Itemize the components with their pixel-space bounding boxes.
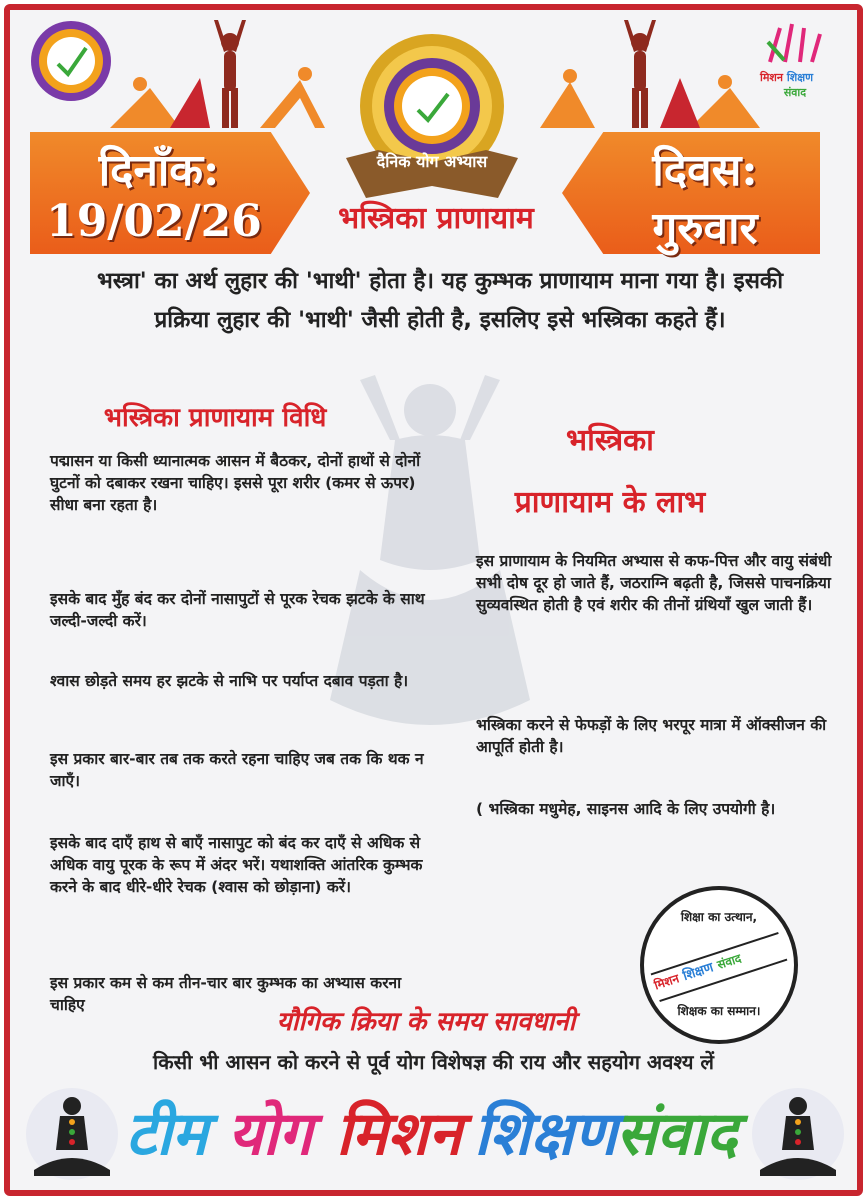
stamp-samvad: संवाद <box>715 951 743 972</box>
team-word-1: टीम <box>126 1099 208 1169</box>
method-paragraph-5: इसके बाद दाएँ हाथ से बाएँ नासापुट को बंद कर दाएँ से अधिक से अधिक वायु पूरक के रूप में अंदर भरें। यथाशक्ति आंतरिक कुम्भक करने के बाद धीरे-धीरे रेचक (श्वास को छोड़ाना) करें। <box>50 834 423 896</box>
team-word-4: शिक्षण <box>474 1099 617 1169</box>
stamp-bottom-text: शिक्षक का सम्मान। <box>677 1004 761 1018</box>
team-word-5: संवाद <box>616 1099 738 1169</box>
method-paragraph-1: पद्मासन या किसी ध्यानात्मक आसन में बैठकर, दोनों हाथों से दोनों घुटनों को दबाकर रखना चाहिए। इससे पूरा शरीर (कमर से ऊपर) सीधा बना रहता है। <box>50 452 421 514</box>
benefits-title-line1: भस्त्रिका <box>566 423 654 458</box>
mission-stamp <box>640 886 798 1044</box>
benefits-title-line2: प्राणायाम के लाभ <box>514 485 706 520</box>
benefits-paragraph-2: भस्त्रिका करने से फेफड़ों के लिए भरपूर मात्रा में ऑक्सीजन की आपूर्ति होती है। <box>476 716 827 756</box>
date-value: 19/02/26 <box>46 196 262 247</box>
mission-logo-left-icon <box>28 18 114 104</box>
method-paragraph-2: इसके बाद मुँह बंद कर दोनों नासापुटों से पूरक रेचक झटके के साथ जल्दी-जल्दी करें। <box>50 590 425 630</box>
benefits-paragraph-3: ( भस्त्रिका मधुमेह, साइनस आदि के लिए उपयोगी है। <box>476 800 776 818</box>
team-word-3: मिशन <box>336 1099 462 1169</box>
team-word-2: योग <box>228 1099 313 1169</box>
mission-logo-right <box>760 22 830 102</box>
method-paragraph-3: श्वास छोड़ते समय हर झटके से नाभि पर पर्याप्त दबाव पड़ता है। <box>50 672 409 690</box>
badge-text: दैनिक योग अभ्यास <box>376 152 488 171</box>
stamp-band <box>651 932 788 1002</box>
stamp-mission: मिशन <box>652 971 681 993</box>
advice-text: किसी भी आसन को करने से पूर्व योग विशेषज्ञ की राय और सहयोग अवश्य लें <box>153 1050 714 1074</box>
gold-badge-icon <box>338 28 526 208</box>
logo-text-mission: मिशन <box>760 71 784 84</box>
stamp-shikshan: शिक्षण <box>681 960 716 985</box>
benefits-paragraph-1: इस प्राणायाम के नियमित अभ्यास से कफ-पित्त और वायु संबंधी सभी दोष दूर हो जाते हैं, जठराग्नि बढ़ती है, जिससे पाचनक्रिया सुव्यवस्थित होती है एवं शरीर की तीनों ग्रंथियाँ खुल जाती हैं। <box>476 552 832 614</box>
day-value: गुरुवार <box>652 203 758 254</box>
method-paragraph-6: इस प्रकार कम से कम तीन-चार बार कुम्भक का अभ्यास करना चाहिए <box>50 974 402 1014</box>
intro-text: भस्त्रा' का अर्थ लुहार की 'भाथी' होता है। यह कुम्भक प्राणायाम माना गया है। इसकी प्रक्रिया लुहार की 'भाथी' जैसी होती है, इसलिए इसे भस्त्रिका कहते हैं। <box>96 268 784 333</box>
meditating-figure-left-icon <box>24 1086 120 1182</box>
method-paragraph-4: इस प्रकार बार-बार तब तक करते रहना चाहिए जब तक कि थक न जाएँ। <box>50 750 424 790</box>
hand-logo-icon <box>760 22 830 66</box>
caution-title: यौगिक क्रिया के समय सावधानी <box>276 1007 576 1037</box>
page-title: भस्त्रिका प्राणायाम <box>338 201 534 236</box>
meditating-figure-right-icon <box>750 1086 846 1182</box>
yoga-silhouettes-left-icon <box>110 18 330 130</box>
logo-text-samvad: संवाद <box>783 86 807 99</box>
method-title: भस्त्रिका प्राणायाम विधि <box>103 403 327 433</box>
logo-text-shikshan: शिक्षण <box>786 71 814 84</box>
stamp-top-text: शिक्षा का उत्थान, <box>680 910 758 924</box>
date-label: दिनाँक: <box>98 145 220 196</box>
day-label: दिवस: <box>652 145 758 196</box>
yoga-silhouettes-right-icon <box>540 18 760 130</box>
